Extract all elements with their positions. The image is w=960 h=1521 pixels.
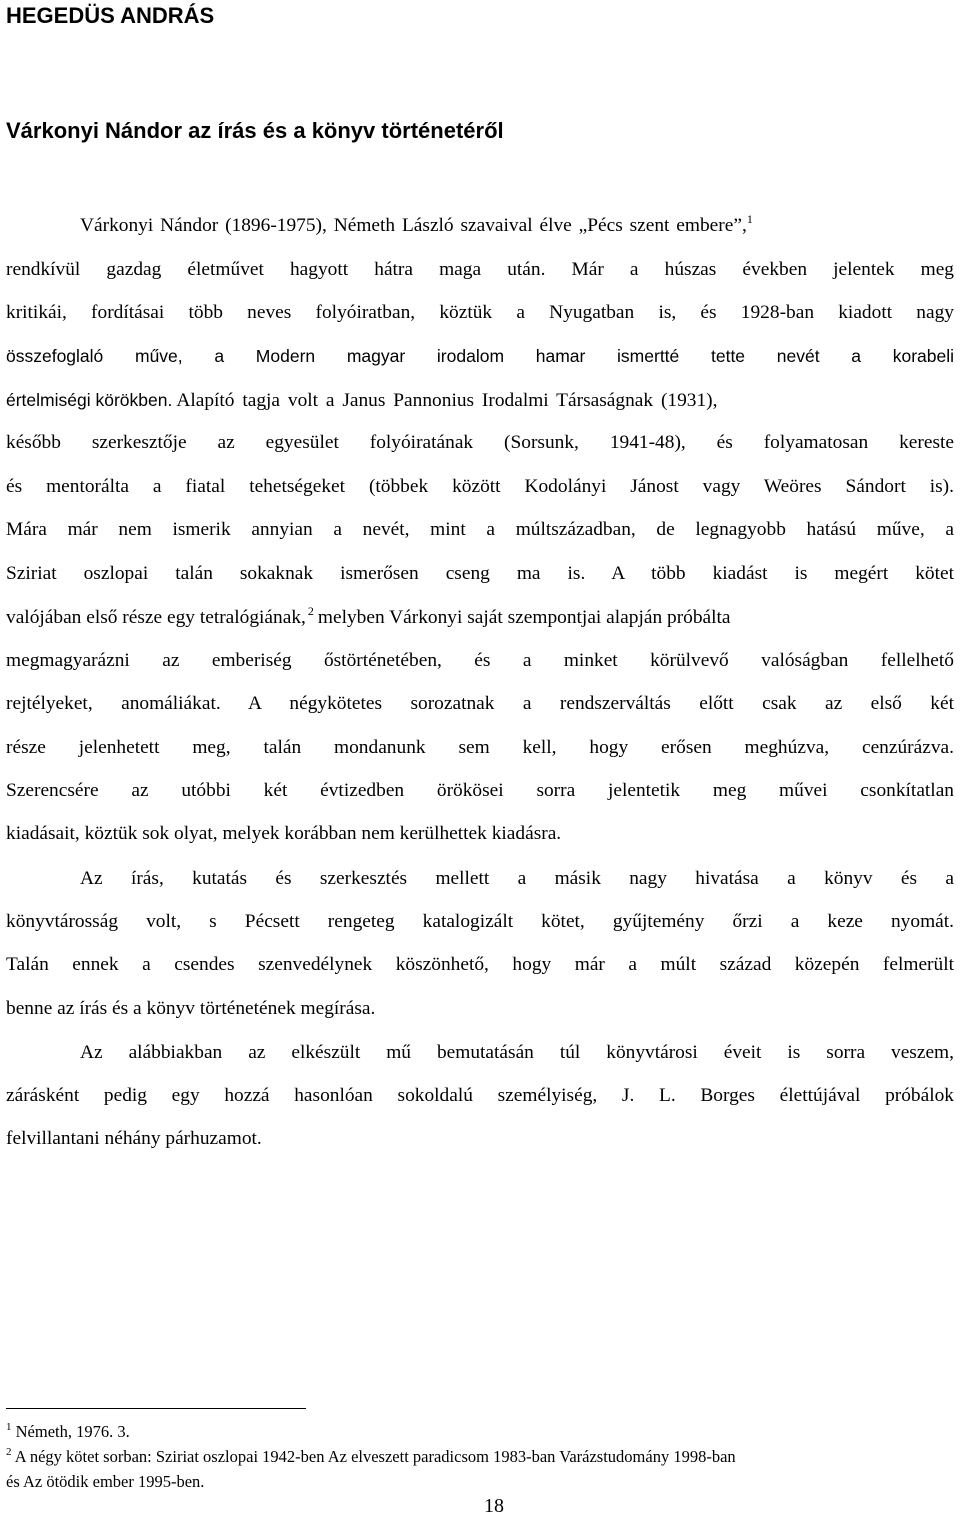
footnote-ref: 1: [746, 212, 753, 226]
body-line: [6, 603, 954, 633]
body-line: Az alábbiakban az elkészült mű bemutatásán túl könyvtárosi éveit is sorra veszem,: [80, 1042, 954, 1063]
body-text: Várkonyi Nándor (1896-1975), Németh László szavaival élve „Pécs szent embere”,: [80, 215, 747, 236]
page-number: 18: [484, 1495, 504, 1517]
article-title: Várkonyi Nándor az írás és a könyv történetéről: [6, 118, 504, 143]
body-line: benne az írás és a könyv történetének megírása.: [6, 998, 376, 1019]
body-line: Sziriat oszlopai talán sokaknak ismerősen cseng ma is. A több kiadást is megért kötet: [6, 563, 954, 584]
footnote-2-continued: és Az ötödik ember 1995-ben.: [6, 1472, 205, 1491]
body-text: melyben Várkonyi saját szempontjai alapján próbálta: [317, 607, 731, 628]
body-line: és mentorálta a fiatal tehetségeket (többek között Kodolányi Jánost vagy Weöres Sándort is).: [6, 476, 954, 497]
body-line: Talán ennek a csendes szenvedélynek köszönhető, hogy már a múlt század közepén felmerült: [6, 954, 954, 975]
body-line: kiadásait, köztük sok olyat, melyek korábban nem kerülhettek kiadásra.: [6, 823, 562, 844]
body-line: Mára már nem ismerik annyian a nevét, mint a múltszázadban, de legnagyobb hatású műve, a: [6, 519, 954, 540]
body-line: megmagyarázni az emberiség őstörténetében, és a minket körülvevő valóságban fellelhető: [6, 650, 954, 671]
body-line: könyvtárosság volt, s Pécsett rengeteg katalogizált kötet, gyűjtemény őrzi a keze nyomát.: [6, 911, 954, 932]
body-line: zárásként pedig egy hozzá hasonlóan sokoldalú személyiség, J. L. Borges élettújával próbálok: [6, 1085, 954, 1106]
body-line: felvillantani néhány párhuzamot.: [6, 1128, 262, 1149]
footnote-text: A négy kötet sorban: Sziriat oszlopai 1942-ben Az elveszett paradicsom 1983-ban Varázstudomány 1998-ban: [14, 1447, 736, 1466]
footnote-marker: 2: [6, 1446, 12, 1458]
author-name: HEGEDÜS ANDRÁS: [6, 3, 215, 28]
body-line: kritikái, fordításai több neves folyóiratban, köztük a Nyugatban is, és 1928-ban kiadott nagy: [6, 302, 954, 323]
body-line: része jelenhetett meg, talán mondanunk sem kell, hogy erősen meghúzva, cenzúrázva.: [6, 737, 954, 758]
body-line: [80, 211, 753, 241]
footnote-2: [6, 1447, 956, 1467]
body-text: Alapító tagja volt a Janus Pannonius Irodalmi Társaságnak (1931),: [176, 390, 718, 411]
body-line: Szerencsére az utóbbi két évtizedben örökösei sorra jelentetik meg művei csonkítatlan: [6, 780, 954, 801]
body-line: rendkívül gazdag életművet hagyott hátra maga után. Már a húszas években jelentek meg: [6, 259, 954, 280]
footnote-ref: 2: [307, 604, 314, 618]
footnote-text: Németh, 1976. 3.: [15, 1422, 130, 1441]
body-line: rejtélyeket, anomáliákat. A négykötetes sorozatnak a rendszerváltás előtt csak az első két: [6, 693, 954, 714]
body-line: [6, 385, 954, 415]
body-text: valójában első része egy tetralógiának,: [6, 607, 306, 628]
body-line: Az írás, kutatás és szerkesztés mellett a másik nagy hivatása a könyv és a: [80, 868, 954, 889]
body-line: összefoglaló műve, a Modern magyar irodalom hamar ismertté tette nevét a korabeli: [6, 346, 954, 366]
footnote-divider: [6, 1408, 306, 1409]
footnote-marker: 1: [6, 1421, 12, 1433]
footnote-1: [6, 1422, 130, 1442]
body-line: később szerkesztője az egyesület folyóiratának (Sorsunk, 1941-48), és folyamatosan kereste: [6, 432, 954, 453]
body-text-sans: értelmiségi körökben.: [6, 390, 173, 410]
